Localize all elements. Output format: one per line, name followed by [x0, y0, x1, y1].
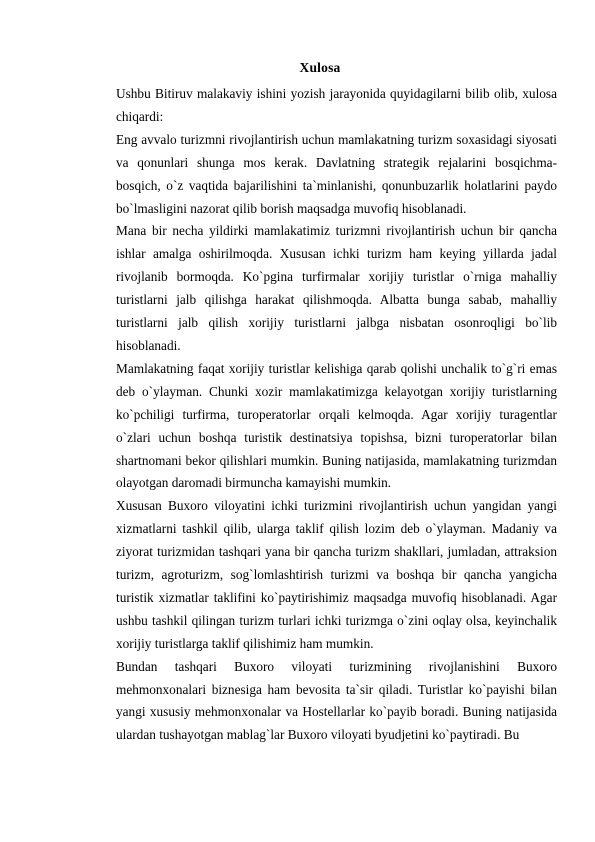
paragraph-4 — [116, 358, 557, 495]
paragraph-5 — [116, 495, 557, 655]
paragraph-6 — [116, 656, 557, 748]
paragraph-2 — [116, 129, 557, 221]
paragraph-5-text: Xususan Buxoro viloyatini ichki turizmini rivojlantirish uchun yangidan yangi xizmatlarni tashkil qilib, ularga taklif qilish lozim deb o`ylayman. Madaniy va ziyorat turizmidan tashqari yana bir qancha turizm shakllari, jumladan, attraksion turizm, agroturizm, sog`lomlashtirish turizmi va boshqa bir qancha yangicha turistik xizmatlar taklifini ko`paytirishimiz maqsadga muvofiq hisoblanadi. Agar ushbu tashkil qilingan turizm turlari ichki turizmga o`zini oqlay olsa, keyinchalik xorijiy turistlarga taklif qilishimiz ham mumkin. — [116, 498, 557, 651]
paragraph-1 — [116, 83, 557, 129]
paragraph-2-text: Eng avvalo turizmni rivojlantirish uchun mamlakatning turizm soxasidagi siyosati va qonunlari shunga mos kerak. Davlatning strategik rejalarini bosqichma-bosqich, o`z vaqtida bajarilishini ta`minlanishi, qonunbuzarlik holatlarini paydo bo`lmasligini nazorat qilib borish maqsadga muvofiq hisoblanadi. — [116, 131, 557, 216]
paragraph-6-text: Bundan tashqari Buxoro viloyati turizmining rivojlanishini Buxoro mehmonxonalari biznesiga ham bevosita ta`sir qiladi. Turistlar ko`payishi bilan yangi xususiy mehmonxonalar va Hostellarlar ko`payib boradi. Buning natijasida ulardan tushayotgan mablag`lar Buxoro viloyati byudjetini ko`paytiradi. Bu — [116, 658, 557, 743]
paragraph-1-text: Ushbu Bitiruv malakaviy ishini yozish jarayonida quyidagilarni bilib olib, xulosa chiqardi: — [116, 86, 557, 124]
document-title: Xulosa — [299, 60, 341, 75]
paragraph-3 — [116, 220, 557, 357]
paragraph-4-text: Mamlakatning faqat xorijiy turistlar kelishiga qarab qolishi unchalik to`g`ri emas deb o`ylayman. Chunki xozir mamlakatimizga kelayotgan xorijiy turistlarning ko`pchiligi turfirma, turoperatorlar orqali kelmoqda. Agar xorijiy turagentlar o`zlari uchun boshqa turistik destinatsiya topishsa, bizni turoperatorlar bilan shartnomani bekor qilishlari mumkin. Buning natijasida, mamlakatning turizmdan olayotgan daromadi birmuncha kamayishi mumkin. — [116, 360, 557, 491]
document-body — [116, 83, 557, 747]
paragraph-3-text: Mana bir necha yildirki mamlakatimiz turizmni rivojlantirish uchun bir qancha ishlar amalga oshirilmoqda. Xususan ichki turizm ham keying yillarda jadal rivojlanib bormoqda. Ko`pgina turfirmalar xorijiy turistlar o`rniga mahalliy turistlarni jalb qilishga harakat qilishmoqda. Albatta bunga sabab, mahalliy turistlarni jalb qilish xorijiy turistlarni jalbga nisbatan osonroqligi bo`lib hisoblanadi. — [116, 223, 557, 353]
